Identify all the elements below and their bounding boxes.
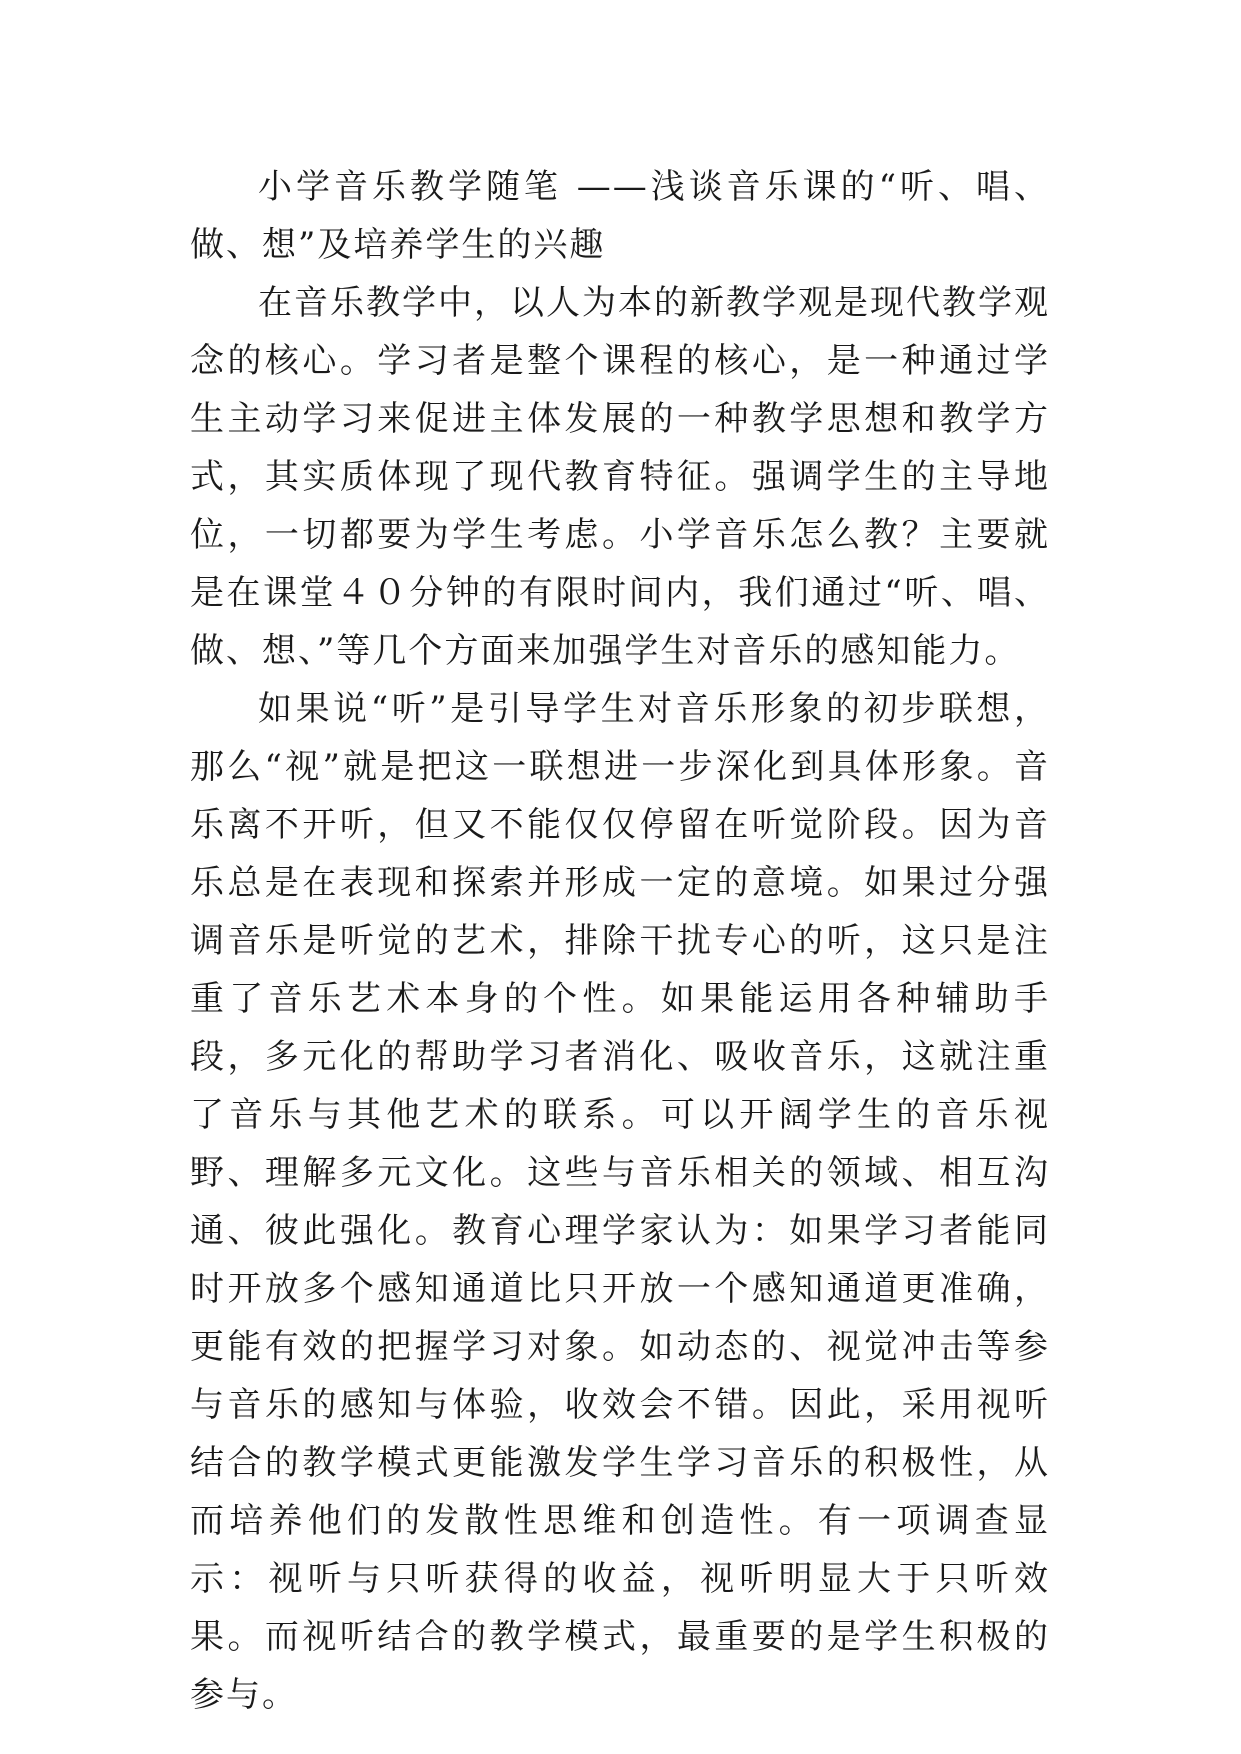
document-title: 小学音乐教学随笔 ——浅谈音乐课的“听、唱、做、想”及培养学生的兴趣 xyxy=(190,167,1050,265)
paragraph-intro: 在音乐教学中，以人为本的新教学观是现代教学观念的核心。学习者是整个课程的核心，是一种通过学生主动学习来促进主体发展的一种教学思想和教学方式，其实质体现了现代教育特征。强调学生的主导地位，一切都要为学生考虑。小学音乐怎么教？主要就是在课堂４０分钟的有限时间内，我们通过“听、唱、做、想、”等几个方面来加强学生对音乐的感知能力。 xyxy=(190,283,1050,671)
paragraph-listening-viewing: 如果说“听”是引导学生对音乐形象的初步联想，那么“视”就是把这一联想进一步深化到具体形象。音乐离不开听，但又不能仅仅停留在听觉阶段。因为音乐总是在表现和探索并形成一定的意境。如果过分强调音乐是听觉的艺术，排除干扰专心的听，这只是注重了音乐艺术本身的个性。如果能运用各种辅助手段，多元化的帮助学习者消化、吸收音乐，这就注重了音乐与其他艺术的联系。可以开阔学生的音乐视野、理解多元文化。这些与音乐相关的领域、相互沟通、彼此强化。教育心理学家认为：如果学习者能同时开放多个感知通道比只开放一个感知通道更准确，更能有效的把握学习对象。如动态的、视觉冲击等参与音乐的感知与体验，收效会不错。因此，采用视听结合的教学模式更能激发学生学习音乐的积极性，从而培养他们的发散性思维和创造性。有一项调查显示：视听与只听获得的收益，视听明显大于只听效果。而视听结合的教学模式，最重要的是学生积极的参与。 xyxy=(190,689,1050,1715)
document-body xyxy=(190,158,1050,1724)
